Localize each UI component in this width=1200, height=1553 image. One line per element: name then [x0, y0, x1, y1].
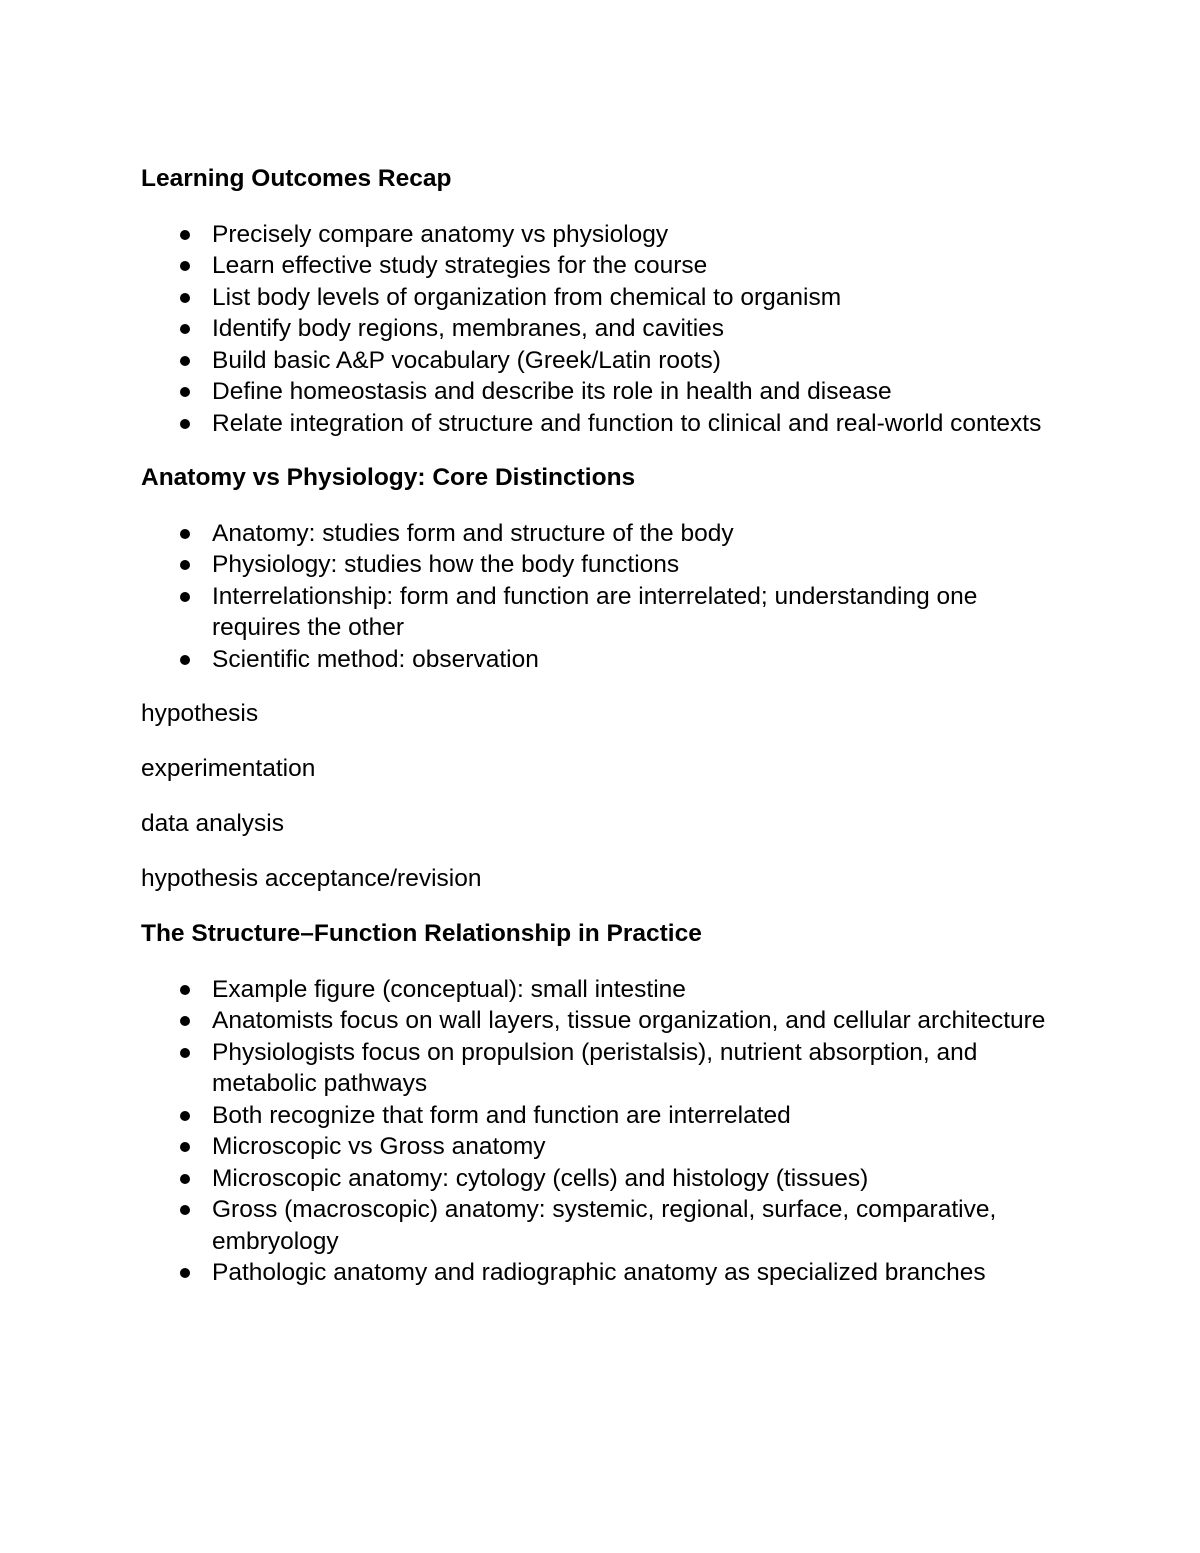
bullet-icon — [180, 1174, 190, 1184]
bullet-icon — [180, 1111, 190, 1121]
list-item: Microscopic anatomy: cytology (cells) and histology (tissues) — [141, 1163, 1051, 1195]
list-item: Anatomy: studies form and structure of the body — [141, 518, 1051, 550]
list-item: Precisely compare anatomy vs physiology — [141, 219, 1051, 251]
bullet-icon — [180, 985, 190, 995]
list-item: Learn effective study strategies for the course — [141, 250, 1051, 282]
bullet-icon — [180, 529, 190, 539]
core-distinctions-list — [141, 518, 1051, 676]
structure-function-list — [141, 974, 1051, 1289]
paragraph-hypothesis-acceptance: hypothesis acceptance/revision — [141, 865, 482, 892]
list-item: Anatomists focus on wall layers, tissue organization, and cellular architecture — [141, 1005, 1051, 1037]
list-item: Interrelationship: form and function are interrelated; understanding one requires the other — [141, 581, 1051, 644]
paragraph-data-analysis: data analysis — [141, 810, 285, 837]
bullet-icon — [180, 419, 190, 429]
bullet-icon — [180, 293, 190, 303]
section-heading-structure-function: The Structure–Function Relationship in Practice — [141, 920, 702, 947]
bullet-icon — [180, 560, 190, 570]
bullet-icon — [180, 261, 190, 271]
paragraph-hypothesis: hypothesis — [141, 700, 259, 727]
bullet-icon — [180, 1205, 190, 1215]
bullet-icon — [180, 1048, 190, 1058]
bullet-icon — [180, 1142, 190, 1152]
bullet-icon — [180, 356, 190, 366]
bullet-icon — [180, 1016, 190, 1026]
list-item: Define homeostasis and describe its role in health and disease — [141, 376, 1051, 408]
list-item: List body levels of organization from chemical to organism — [141, 282, 1051, 314]
learning-outcomes-list — [141, 219, 1051, 440]
bullet-icon — [180, 1268, 190, 1278]
bullet-icon — [180, 592, 190, 602]
bullet-icon — [180, 230, 190, 240]
list-item: Identify body regions, membranes, and cavities — [141, 313, 1051, 345]
bullet-icon — [180, 324, 190, 334]
paragraph-experimentation: experimentation — [141, 755, 316, 782]
bullet-icon — [180, 655, 190, 665]
bullet-icon — [180, 387, 190, 397]
list-item: Relate integration of structure and function to clinical and real-world contexts — [141, 408, 1051, 440]
list-item: Physiology: studies how the body functions — [141, 549, 1051, 581]
list-item: Pathologic anatomy and radiographic anatomy as specialized branches — [141, 1257, 1051, 1289]
list-item: Both recognize that form and function are interrelated — [141, 1100, 1051, 1132]
list-item: Scientific method: observation — [141, 644, 1051, 676]
list-item: Gross (macroscopic) anatomy: systemic, regional, surface, comparative, embryology — [141, 1194, 1051, 1257]
list-item: Build basic A&P vocabulary (Greek/Latin roots) — [141, 345, 1051, 377]
section-heading-learning-outcomes: Learning Outcomes Recap — [141, 165, 452, 192]
list-item: Microscopic vs Gross anatomy — [141, 1131, 1051, 1163]
section-heading-core-distinctions: Anatomy vs Physiology: Core Distinctions — [141, 464, 636, 491]
list-item: Physiologists focus on propulsion (peristalsis), nutrient absorption, and metabolic pathways — [141, 1037, 1051, 1100]
list-item: Example figure (conceptual): small intestine — [141, 974, 1051, 1006]
document-content — [141, 163, 1051, 1312]
